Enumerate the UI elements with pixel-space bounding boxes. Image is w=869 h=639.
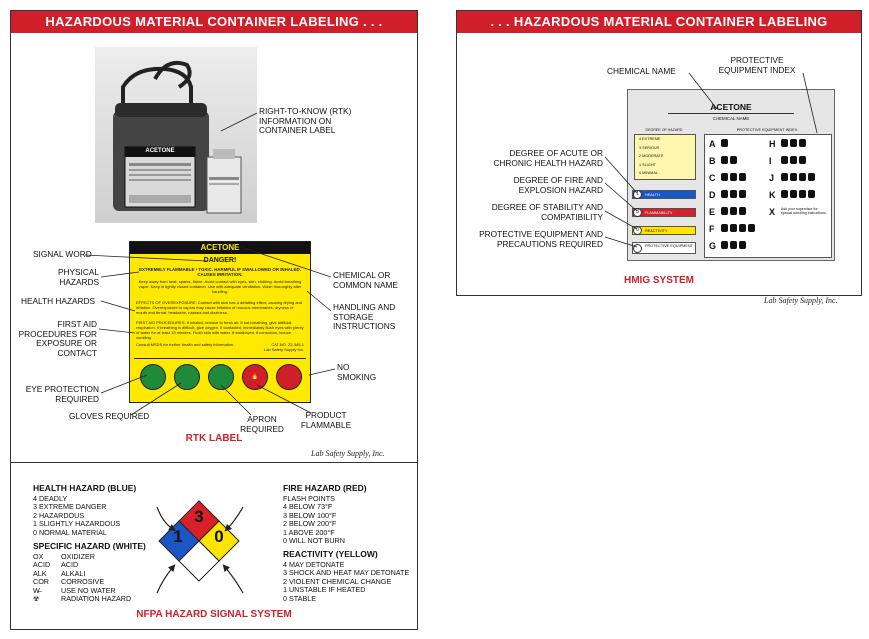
hmig-degree-item: 2 MODERATE [639, 154, 664, 159]
nfpa-health-item: 3 EXTREME DANGER [33, 502, 107, 512]
right-header: . . . HAZARDOUS MATERIAL CONTAINER LABELING [457, 11, 861, 33]
callout-physical: PHYSICAL HAZARDS [57, 267, 99, 287]
hmig-callout-chem: CHEMICAL NAME [607, 66, 676, 76]
hmig-panel [456, 10, 862, 296]
ppe-letter: E [709, 207, 716, 217]
nfpa-react-item: 0 STABLE [283, 593, 317, 603]
nfpa-react-item: 3 SHOCK AND HEAT MAY DETONATE [283, 568, 410, 578]
nfpa-reactivity-number: 0 [214, 527, 224, 546]
rtk-handling-text: Keep away from heat, sparks, flame. Avoid contact with eyes, skin, clothing. Avoid breathing vapor. Keep in tightly closed container. Use with adequate ventilation. Wash thoroughly after handling. [138, 279, 302, 294]
nfpa-fire-title: FIRE HAZARD (RED) [283, 483, 367, 493]
ppe-letter: A [709, 139, 716, 149]
hmig-degree-header: DEGREE OF HAZARD [645, 128, 683, 132]
hmig-flammability-bar: FLAMMABILITY [632, 208, 696, 217]
callout-eye: EYE PROTECTION REQUIRED [25, 384, 99, 404]
ppe-letter: J [769, 173, 775, 183]
ppe-letter: X [769, 207, 776, 217]
can-label-text: ACETONE [145, 148, 175, 154]
nfpa-specific-title: SPECIFIC HAZARD (WHITE) [33, 541, 146, 551]
left-panel [10, 10, 418, 463]
callout-flammable: PRODUCT FLAMMABLE [300, 410, 352, 430]
hmig-callout-health: DEGREE OF ACUTE OR CHRONIC HEALTH HAZARD [493, 148, 603, 168]
nfpa-specific-item: ACID ACID [33, 560, 79, 570]
hmig-callout-ppe-index: PROTECTIVE EQUIPMENT INDEX [718, 55, 796, 75]
hmig-reactivity-bar: REACTIVITY [632, 226, 696, 235]
nfpa-health-item: 4 DEADLY [33, 494, 68, 503]
nfpa-health-list [33, 495, 120, 537]
ppe-letter: G [709, 241, 717, 251]
nfpa-react-title: REACTIVITY (YELLOW) [283, 549, 378, 559]
ppe-letter: H [769, 139, 776, 149]
nfpa-fire-item: 0 WILL NOT BURN [283, 536, 345, 546]
nfpa-react-item: 1 UNSTABLE IF HEATED [283, 585, 366, 595]
callout-first-aid: FIRST AID PROCEDURES FOR EXPOSURE OR CONTACT [18, 319, 97, 358]
hmig-ppe-note: Ask your supervisor for special handling instructions. [781, 207, 827, 216]
nfpa-fire-item: FLASH POINTS [283, 494, 335, 503]
rtk-credit: Lab Safety Supply, Inc. [311, 449, 385, 458]
hmig-credit: Lab Safety Supply, Inc. [764, 296, 838, 305]
nfpa-specific-list [33, 553, 131, 603]
hmig-health-num: 1 [633, 190, 642, 199]
nfpa-react-list [283, 561, 409, 603]
nfpa-specific-item: OX OXIDIZER [33, 552, 95, 561]
nfpa-health-item: 1 SLIGHTLY HAZARDOUS [33, 519, 121, 529]
nfpa-title: NFPA HAZARD SIGNAL SYSTEM [136, 609, 292, 620]
rtk-msds-text: Consult MSDS for further health and safety information. [136, 342, 235, 347]
rtk-leader-lines [11, 11, 417, 462]
hmig-chem-sub: CHEMICAL NAME [712, 116, 750, 121]
hmig-degree-item: 0 MINIMAL [639, 171, 658, 176]
nfpa-specific-item: ALK ALKALI [33, 568, 86, 578]
rtk-firstaid-text: FIRST AID PROCEDURES: If inhaled, remove to fresh air. If not breathing, give artificial respiration. If breathing is difficult, give oxygen. If contacted, immediately flush eyes with plenty of water for at least 15 minutes. Flush skin with water. If swallowed, if conscious, induce vomiting. [136, 320, 304, 340]
ppe-letter: K [769, 190, 776, 200]
ppe-letter: I [769, 156, 772, 166]
hmig-leader-lines [457, 11, 861, 295]
nfpa-specific-item: W̶ USE NO WATER [33, 585, 116, 595]
ppe-letter: B [709, 156, 716, 166]
nfpa-fire-item: 2 BELOW 200°F [283, 519, 337, 529]
nfpa-specific-item: COR CORROSIVE [33, 577, 105, 587]
rtk-catno: CAT.NO. 22-345-1 [271, 342, 304, 347]
nfpa-panel [10, 462, 418, 630]
nfpa-health-number: 1 [173, 527, 183, 546]
hmig-ppe-header: PROTECTIVE EQUIPMENT INDEX [736, 128, 798, 132]
nfpa-react-item: 2 VIOLENT CHEMICAL CHANGE [283, 576, 392, 586]
rtk-company: Lab Safety Supply Inc. [263, 347, 304, 352]
callout-gloves: GLOVES REQUIRED [69, 411, 150, 421]
ppe-letter: D [709, 190, 716, 200]
callout-signal-word: SIGNAL WORD [33, 249, 92, 259]
nfpa-fire-number: 3 [194, 507, 204, 526]
hmig-reactivity-num: 0 [633, 226, 642, 235]
nfpa-fire-item: 4 BELOW 73°F [283, 502, 333, 512]
ppe-letter: F [709, 224, 715, 234]
rtk-hazard-text: EXTREMELY FLAMMABLE • TOXIC. HARMFUL IF SWALLOWED OR INHALED. CAUSES IRRITATION. [139, 267, 301, 277]
hmig-callout-stab: DEGREE OF STABILITY AND COMPATIBILITY [491, 202, 603, 222]
hmig-degree-item: 4 EXTREME [639, 137, 661, 141]
nfpa-fire-list [283, 495, 345, 545]
hmig-title: HMIG SYSTEM [623, 275, 694, 286]
ppe-letter: C [709, 173, 716, 183]
hmig-callout-fire: DEGREE OF FIRE AND EXPLOSION HAZARD [513, 175, 603, 195]
nfpa-specific-item: ☢ RADIATION HAZARD [33, 594, 132, 604]
rtk-signal-word: DANGER! [203, 257, 237, 264]
rtk-chemical-name: ACETONE [130, 242, 310, 254]
hmig-callout-ppe: PROTECTIVE EQUIPMENT AND PRECAUTIONS REQUIRED [479, 229, 603, 249]
hmig-degree-item: 3 SERIOUS [639, 145, 660, 150]
flammable-icon: 🔥 [242, 364, 268, 390]
hmig-chem-name: ACETONE [710, 102, 752, 112]
nfpa-health-item: 0 NORMAL MATERIAL [33, 527, 107, 537]
callout-health: HEALTH HAZARDS [21, 296, 96, 306]
rtk-title: RTK LABEL [185, 433, 243, 444]
left-header: HAZARDOUS MATERIAL CONTAINER LABELING . . . [11, 11, 417, 33]
nfpa-health-title: HEALTH HAZARD (BLUE) [33, 483, 137, 493]
nfpa-fire-item: 1 ABOVE 200°F [283, 527, 335, 537]
callout-apron: APRON REQUIRED [240, 414, 284, 434]
nfpa-react-item: 4 MAY DETONATE [283, 560, 345, 569]
nfpa-health-item: 2 HAZARDOUS [33, 510, 85, 520]
rtk-effects-text: EFFECTS OF OVEREXPOSURE: Contact with skin has a defatting effect, causing drying and irritation. Overexposure to vapors may cause irritation of mucous membranes, dryness of mouth and throat, headache, nausea and dizziness. [136, 300, 302, 315]
hmig-ppe-bar: PROTECTIVE EQUIPMENT [632, 242, 696, 254]
hmig-health-bar: HEALTH [632, 190, 696, 199]
hmig-degree-item: 1 SLIGHT [639, 162, 656, 167]
rtk-callout: RIGHT-TO-KNOW (RTK) INFORMATION ON CONTAINER LABEL [259, 106, 352, 136]
callout-no-smoking: NO SMOKING [337, 362, 377, 382]
nfpa-fire-item: 3 BELOW 100°F [283, 510, 337, 520]
hmig-flammability-num: 3 [633, 208, 642, 217]
callout-handling: HANDLING AND STORAGE INSTRUCTIONS [333, 302, 396, 332]
callout-chemical: CHEMICAL OR COMMON NAME [333, 270, 398, 290]
